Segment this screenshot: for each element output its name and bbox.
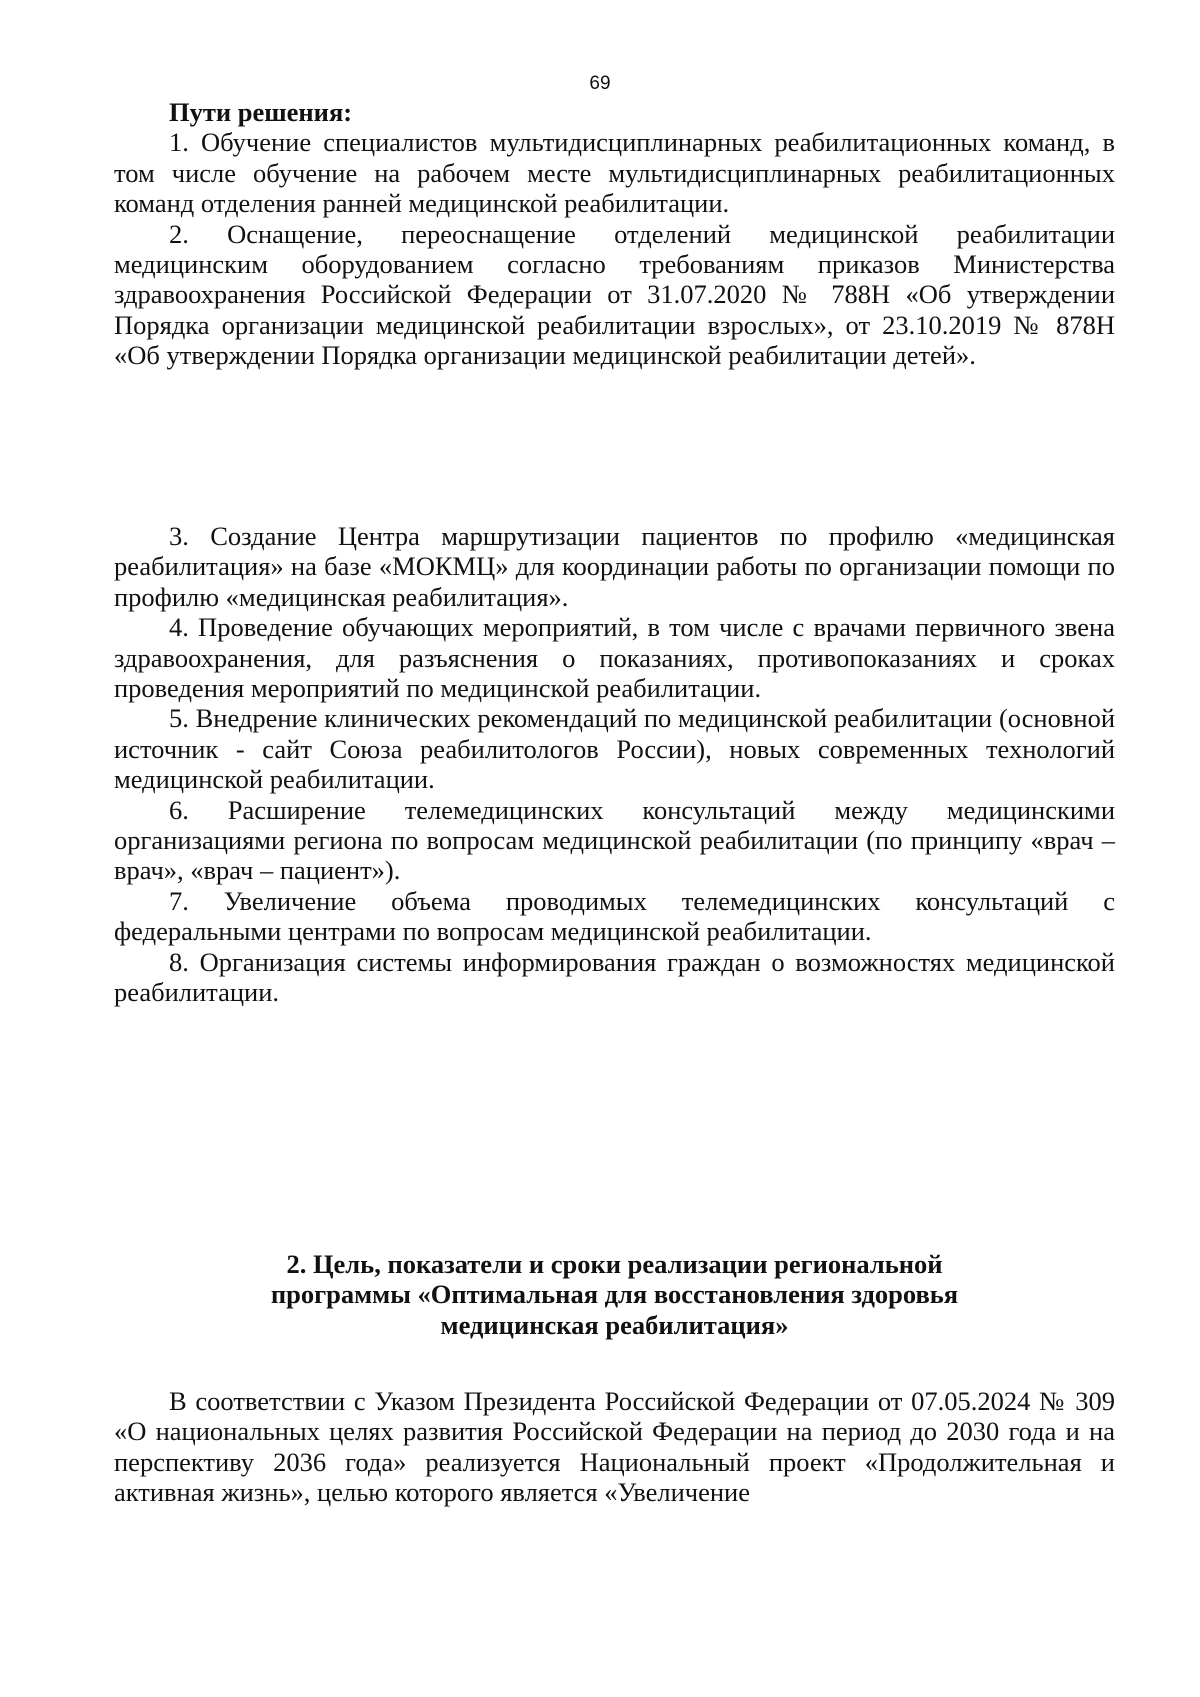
- solution-item-4: 4. Проведение обучающих мероприятий, в том числе с врачами первичного звена здравоохранения, для разъяснения о показаниях, противопоказаниях и сроках проведения мероприятий по медицинской реабилитации.: [114, 612, 1115, 704]
- section-2-title-line: 2. Цель, показатели и сроки реализации региональной: [286, 1249, 943, 1279]
- solution-item-2: 2. Оснащение, переоснащение отделений медицинской реабилитации медицинским оборудованием согласно требованиям приказов Министерства здравоохранения Российской Федерации от 31.07.2020 № 788Н «Об утверждении Порядка организации медицинской реабилитации взрослых», от 23.10.2019 № 878Н «Об утверждении Порядка организации медицинской реабилитации детей».: [114, 218, 1115, 371]
- solution-item-1: 1. Обучение специалистов мультидисциплинарных реабилитационных команд, в том числе обучение на рабочем месте мультидисциплинарных реабилитационных команд отделения ранней медицинской реабилитации.: [114, 127, 1115, 219]
- page-number: 69: [589, 73, 611, 94]
- section-2-paragraph: В соответствии с Указом Президента Российской Федерации от 07.05.2024 № 309 «О национальных целях развития Российской Федерации на период до 2030 года и на перспективу 2036 года» реализуется Национальный проект «Продолжительная и активная жизнь», целью которого является «Увеличение: [114, 1386, 1115, 1508]
- solution-item-8: 8. Организация системы информирования граждан о возможностях медицинской реабилитации.: [114, 946, 1115, 1008]
- solution-item-5: 5. Внедрение клинических рекомендаций по медицинской реабилитации (основной источник - сайт Союза реабилитологов России), новых современных технологий медицинской реабилитации.: [114, 703, 1115, 795]
- solutions-heading: Пути решения:: [169, 97, 353, 127]
- solution-item-6: 6. Расширение телемедицинских консультаций между медицинскими организациями региона по вопросам медицинской реабилитации (по принципу «врач – врач», «врач – пациент»).: [114, 794, 1115, 886]
- solution-item-7: 7. Увеличение объема проводимых телемедицинских консультаций с федеральными центрами по вопросам медицинской реабилитации.: [114, 885, 1115, 947]
- section-2-title: [114, 1249, 1115, 1340]
- section-2-title-line: медицинская реабилитация»: [440, 1309, 789, 1340]
- solution-item-3: 3. Создание Центра маршрутизации пациентов по профилю «медицинская реабилитация» на базе «МОКМЦ» для координации работы по организации помощи по профилю «медицинская реабилитация».: [114, 521, 1115, 612]
- solutions-block-continued: [114, 521, 1115, 1008]
- section-2-title-line: программы «Оптимальная для восстановления здоровья: [270, 1279, 959, 1310]
- section-2-body: [114, 1386, 1115, 1508]
- solutions-block-top: [114, 97, 1115, 371]
